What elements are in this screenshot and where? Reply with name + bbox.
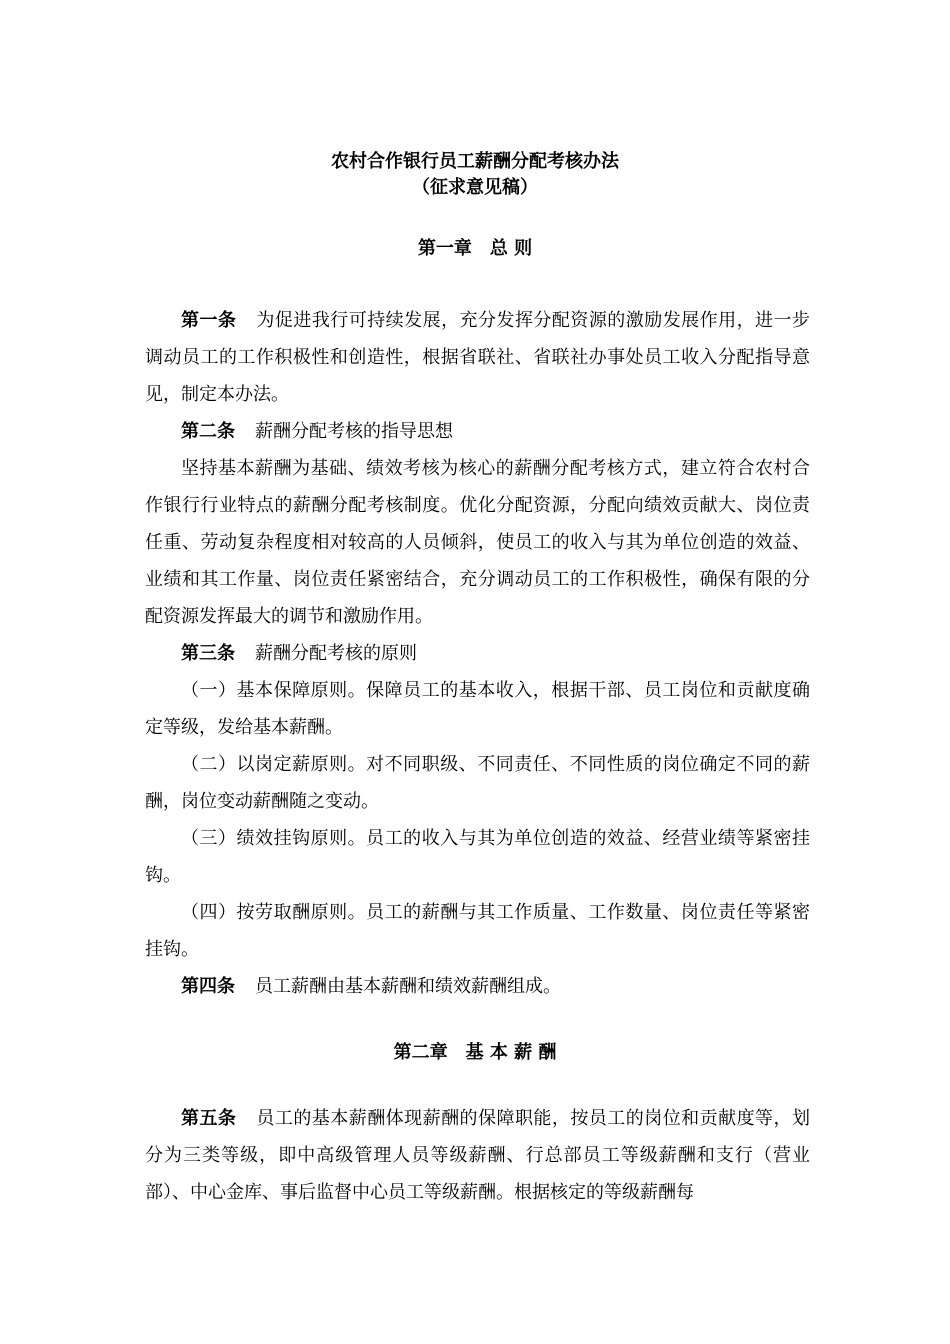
article-text: 员工的基本薪酬体现薪酬的保障职能，按员工的岗位和贡献度等，划分为三类等级，即中高级管理人员等级薪酬、行总部员工等级薪酬和支行（营业部）、中心金库、事后监督中心员工等级薪酬。根据核定的等级薪酬每 bbox=[145, 1108, 810, 1203]
document-subtitle: （征求意见稿） bbox=[412, 177, 538, 198]
article-label: 第一条 bbox=[181, 310, 237, 331]
article-3 bbox=[145, 635, 810, 672]
paragraph: 坚持基本薪酬为基础、绩效考核为核心的薪酬分配考核方式，建立符合农村合作银行行业特点的薪酬分配考核制度。优化分配资源，分配向绩效贡献大、岗位责任重、劳动复杂程度相对较高的人员倾斜，使员工的收入与其为单位创造的效益、业绩和其工作量、岗位责任紧密结合，充分调动员工的工作积极性，确保有限的分配资源发挥最大的调节和激励作用。 bbox=[145, 458, 810, 627]
chapter-2-heading: 第二章 基 本 薪 酬 bbox=[393, 1042, 557, 1063]
principle-item: （三）绩效挂钩原则。员工的收入与其为单位创造的效益、经营业绩等紧密挂钩。 bbox=[145, 828, 810, 886]
chapter-1-heading: 第一章 总 则 bbox=[417, 238, 533, 259]
article-text: 为促进我行可持续发展，充分发挥分配资源的激励发展作用，进一步调动员工的工作积极性和创造性，根据省联社、省联社办事处员工收入分配指导意见，制定本办法。 bbox=[145, 310, 810, 405]
principle-item: （四）按劳取酬原则。员工的薪酬与其工作质量、工作数量、岗位责任等紧密挂钩。 bbox=[145, 902, 810, 960]
article-4 bbox=[145, 968, 810, 1005]
article-label: 第四条 bbox=[181, 976, 235, 997]
article-text: 员工薪酬由基本薪酬和绩效薪酬组成。 bbox=[255, 976, 561, 997]
article-label: 第二条 bbox=[181, 421, 235, 442]
principle-item: （二）以岗定薪原则。对不同职级、不同责任、不同性质的岗位确定不同的薪酬，岗位变动薪酬随之变动。 bbox=[145, 754, 810, 812]
chapter-1-body bbox=[145, 302, 810, 1005]
chapter-2-body bbox=[145, 1100, 810, 1211]
article-1 bbox=[145, 302, 810, 413]
principle-item: （一）基本保障原则。保障员工的基本收入，根据干部、员工岗位和贡献度确定等级，发给基本薪酬。 bbox=[145, 680, 810, 738]
article-5 bbox=[145, 1100, 810, 1211]
article-text: 薪酬分配考核的指导思想 bbox=[255, 421, 453, 442]
article-label: 第三条 bbox=[181, 643, 235, 664]
article-2 bbox=[145, 413, 810, 450]
document-title: 农村合作银行员工薪酬分配考核办法 bbox=[331, 151, 619, 172]
article-label: 第五条 bbox=[181, 1108, 237, 1129]
article-text: 薪酬分配考核的原则 bbox=[255, 643, 417, 664]
